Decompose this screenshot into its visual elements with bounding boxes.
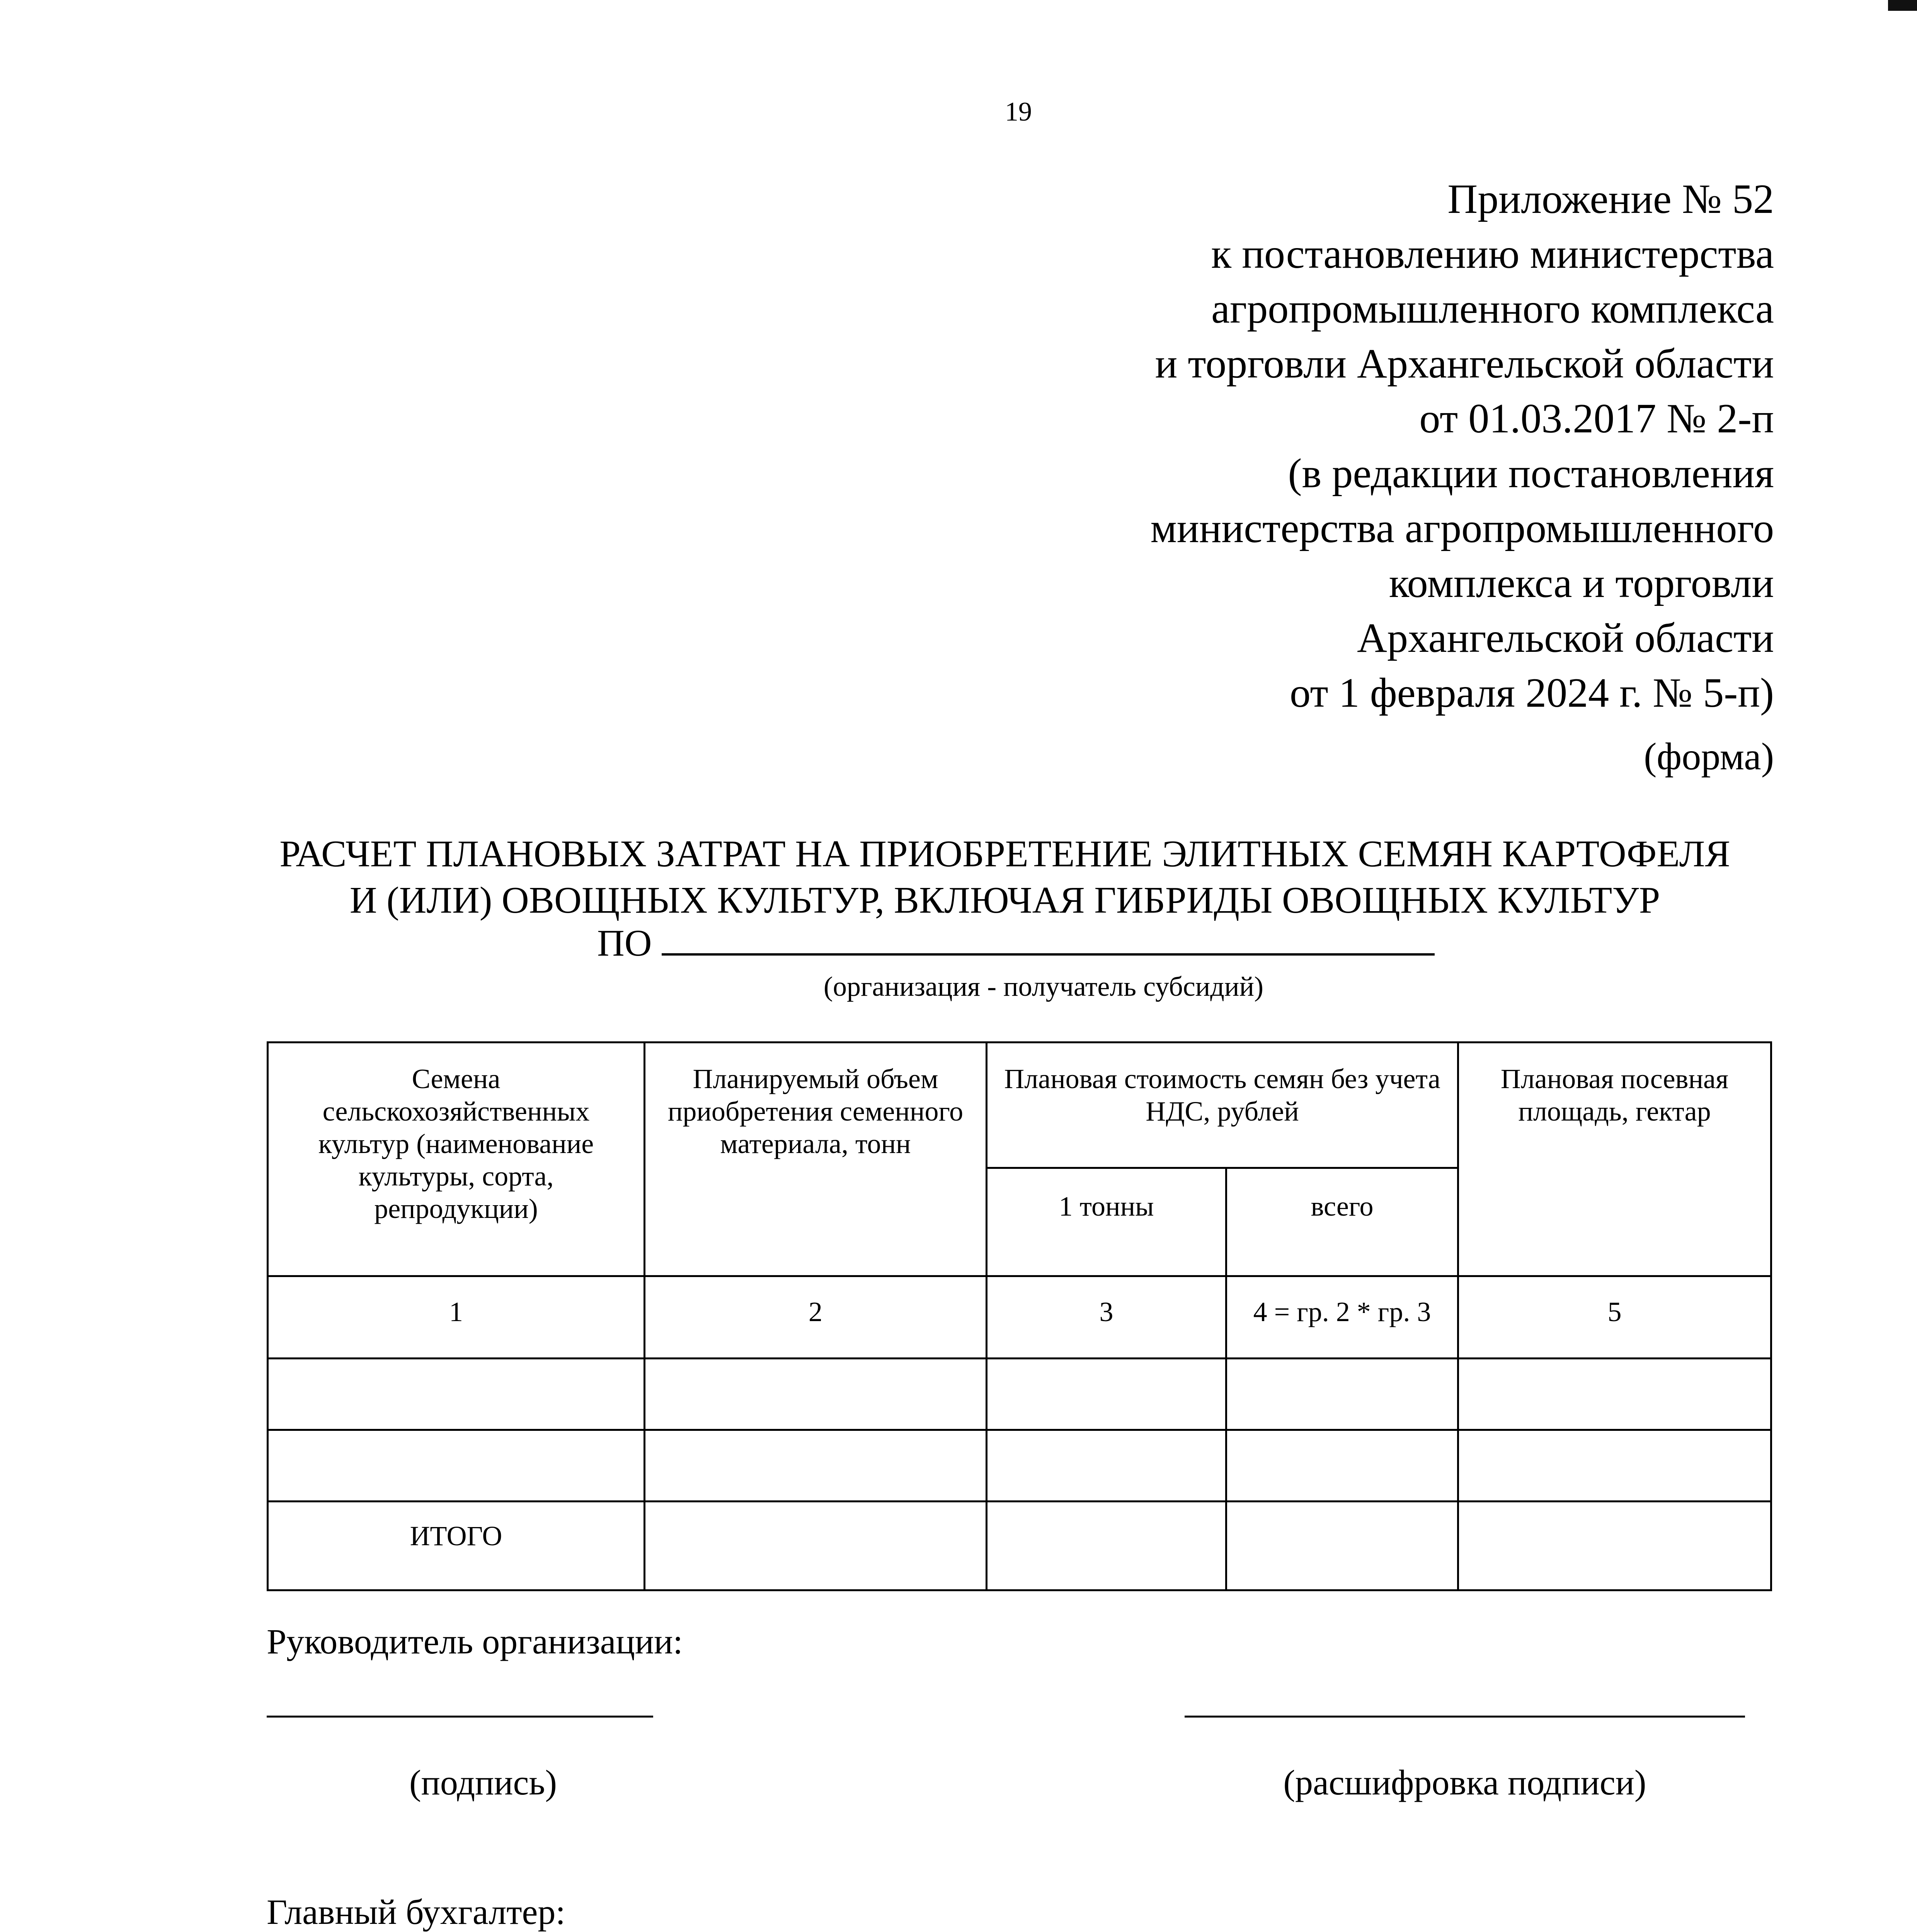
header-area: Плановая посевная площадь, гектар <box>1458 1043 1771 1276</box>
organization-hint: (организация - получатель субсидий) <box>824 971 1263 1002</box>
table-cell[interactable] <box>268 1359 645 1430</box>
annex-line: агропромышленного комплекса <box>1211 286 1774 332</box>
title-line-1: РАСЧЕТ ПЛАНОВЫХ ЗАТРАТ НА ПРИОБРЕТЕНИЕ ЭЛИТНЫХ СЕМЯН КАРТОФЕЛЯ <box>279 833 1730 875</box>
header-cost-per-ton: 1 тонны <box>987 1168 1226 1276</box>
header-seeds: Семена сельскохозяйственных культур (наименование культуры, сорта, репродукции) <box>268 1043 645 1276</box>
column-number: 1 <box>268 1276 645 1359</box>
head-signature-line[interactable] <box>267 1716 653 1718</box>
table-number-row <box>268 1276 1771 1359</box>
scan-edge-mark-top-right <box>1888 0 1917 11</box>
annex-line: Приложение № 52 <box>1447 176 1774 222</box>
table-cell[interactable] <box>268 1430 645 1502</box>
head-label: Руководитель организации: <box>267 1622 683 1661</box>
table-cell[interactable] <box>1226 1430 1458 1502</box>
po-label: ПО <box>597 922 652 964</box>
table-cell[interactable] <box>1226 1359 1458 1430</box>
annex-line: и торговли Архангельской области <box>1155 341 1774 387</box>
header-volume: Планируемый объем приобретения семенного материала, тонн <box>645 1043 987 1276</box>
table-cell[interactable] <box>1458 1502 1771 1590</box>
annex-block <box>1150 172 1774 721</box>
table-row <box>268 1359 1771 1430</box>
annex-line: к постановлению министерства <box>1211 231 1774 277</box>
title-line-2: И (ИЛИ) ОВОЩНЫХ КУЛЬТУР, ВКЛЮЧАЯ ГИБРИДЫ ОВОЩНЫХ КУЛЬТУР <box>349 879 1660 921</box>
annex-line: (в редакции постановления <box>1288 451 1774 497</box>
table-header-row <box>268 1043 1771 1168</box>
table-cell[interactable] <box>1458 1430 1771 1502</box>
annex-line: от 1 февраля 2024 г. № 5-п) <box>1289 670 1774 716</box>
accountant-label: Главный бухгалтер: <box>267 1892 565 1932</box>
annex-line: министерства агропромышленного <box>1150 505 1774 551</box>
table-cell[interactable] <box>987 1502 1226 1590</box>
head-signature-caption: (подпись) <box>409 1763 557 1802</box>
table-cell[interactable] <box>1226 1502 1458 1590</box>
form-label: (форма) <box>1644 735 1774 778</box>
table-cell[interactable] <box>645 1430 987 1502</box>
annex-line: комплекса и торговли <box>1389 560 1774 606</box>
column-number: 4 = гр. 2 * гр. 3 <box>1226 1276 1458 1359</box>
table-cell[interactable] <box>1458 1359 1771 1430</box>
organization-line <box>597 922 1435 965</box>
annex-line: Архангельской области <box>1357 615 1774 661</box>
header-cost: Плановая стоимость семян без учета НДС, рублей <box>987 1043 1458 1168</box>
table-total-row <box>268 1502 1771 1590</box>
cost-calculation-table <box>267 1041 1772 1591</box>
column-number: 3 <box>987 1276 1226 1359</box>
table-row <box>268 1430 1771 1502</box>
head-decoding-caption: (расшифровка подписи) <box>1283 1763 1646 1802</box>
organization-blank[interactable] <box>662 923 1435 956</box>
table-cell[interactable] <box>645 1359 987 1430</box>
page-number: 19 <box>1005 97 1032 127</box>
annex-line: от 01.03.2017 № 2-п <box>1419 396 1774 442</box>
document-title <box>232 831 1778 923</box>
table-cell[interactable] <box>645 1502 987 1590</box>
header-cost-total: всего <box>1226 1168 1458 1276</box>
table-cell[interactable] <box>987 1359 1226 1430</box>
column-number: 2 <box>645 1276 987 1359</box>
total-label: ИТОГО <box>268 1502 645 1590</box>
table-cell[interactable] <box>987 1430 1226 1502</box>
head-decoding-line[interactable] <box>1185 1716 1745 1718</box>
column-number: 5 <box>1458 1276 1771 1359</box>
